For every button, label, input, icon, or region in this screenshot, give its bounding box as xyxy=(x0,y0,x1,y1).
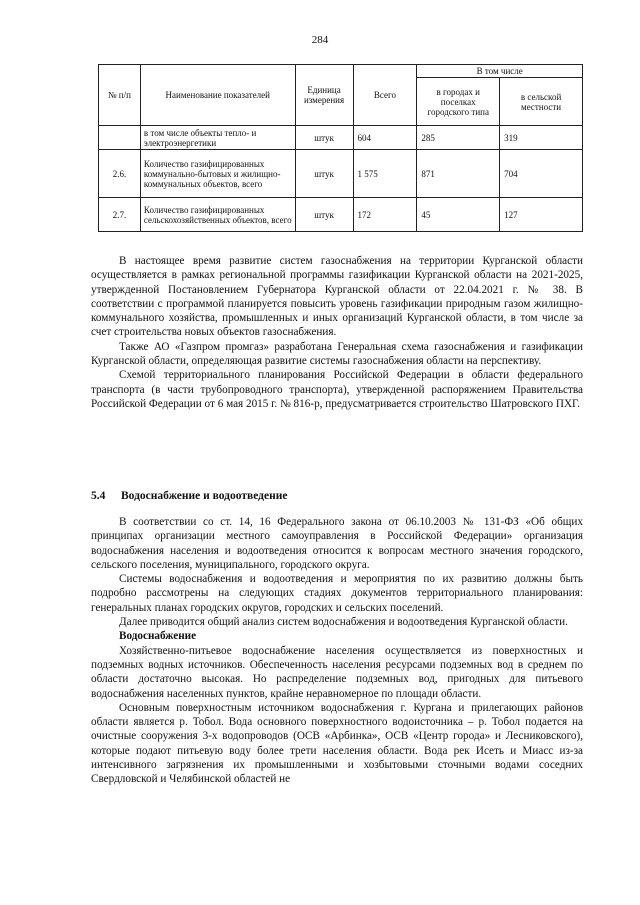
header-num: № п/п xyxy=(99,65,141,126)
paragraph: Системы водоснабжения и водоотведения и мероприятия по их развитию должны быть подробно рассмотрены на следующих стадиях документов территориального планирования: генеральных планах городских округов, городских и сельских поселений. xyxy=(91,573,583,614)
header-urban: в городах и поселках городского типа xyxy=(417,78,500,126)
section-title: Водоснабжение и водоотведение xyxy=(121,490,288,502)
header-total: Всего xyxy=(353,65,417,126)
cell-urban: 45 xyxy=(417,198,500,232)
cell-total: 604 xyxy=(353,126,417,150)
table-row xyxy=(99,150,583,198)
section-heading xyxy=(91,490,287,502)
header-rural: в сельской местности xyxy=(500,78,583,126)
header-name: Наименование показателей xyxy=(140,65,295,126)
table-row xyxy=(99,126,583,150)
cell-name: Количество газифицированных коммунально-бытовых и жилищно-коммунальных объектов, всего xyxy=(140,150,295,198)
section-number: 5.4 xyxy=(91,490,106,502)
cell-name: Количество газифицированных сельскохозяйственных объектов, всего xyxy=(140,198,295,232)
cell-urban: 285 xyxy=(417,126,500,150)
cell-rural: 319 xyxy=(500,126,583,150)
subheading: Водоснабжение xyxy=(119,630,197,643)
cell-num: 2.6. xyxy=(99,150,141,198)
cell-num xyxy=(99,126,141,150)
water-supply-text xyxy=(91,515,583,787)
cell-unit: штук xyxy=(295,198,353,232)
cell-unit: штук xyxy=(295,150,353,198)
header-unit: Единица измерения xyxy=(295,65,353,126)
header-incl: В том числе xyxy=(417,65,583,78)
paragraph: В соответствии со ст. 14, 16 Федерального закона от 06.10.2003 № 131-ФЗ «Об общих принципах организации местного самоуправления в Российской Федерации» организация водоснабжения населения и водоотведения относится к вопросам местного значения городского, сельского поселения, муниципального, городского округа. xyxy=(91,516,583,571)
paragraph: В настоящее время развитие систем газоснабжения на территории Курганской области осуществляется в рамках региональной программы газификации Курганской области на 2021-2025, утвержденной Постановлением Губернатора Курганской области от 22.04.2021 г. № 38. В соответствии с программой планируется повысить уровень газификации природным газом жилищно-коммунального хозяйства, промышленных и иных организаций Курганской области, в том числе за счет строительства новых объектов газоснабжения. xyxy=(91,255,583,339)
cell-name: в том числе объекты тепло- и электроэнергетики xyxy=(140,126,295,150)
cell-total: 172 xyxy=(353,198,417,232)
cell-num: 2.7. xyxy=(99,198,141,232)
cell-rural: 704 xyxy=(500,150,583,198)
cell-urban: 871 xyxy=(417,150,500,198)
cell-rural: 127 xyxy=(500,198,583,232)
cell-unit: штук xyxy=(295,126,353,150)
paragraph: Хозяйственно-питьевое водоснабжение населения осуществляется из поверхностных и подземных водных источников. Обеспеченность населения ресурсами подземных вод в среднем по области достаточно высокая. Но распределение подземных вод, пригодных для питьевого водоснабжения населенных пунктов, крайне неравномерное по площади области. xyxy=(91,644,583,700)
cell-total: 1 575 xyxy=(353,150,417,198)
indicators-table xyxy=(98,64,583,232)
paragraph: Далее приводится общий анализ систем водоснабжения и водоотведения Курганской области. xyxy=(119,616,568,629)
table-row xyxy=(99,198,583,232)
paragraph: Схемой территориального планирования Российской Федерации в области федерального транспорта (в части трубопроводного транспорта), утвержденной распоряжением Правительства Российской Федерации от 6 мая 2015 г. № 816-р, предусматривается строительство Шатровского ПХГ. xyxy=(91,369,583,410)
paragraph: Также АО «Газпром промгаз» разработана Генеральная схема газоснабжения и газификации Курганской области, определяющая развитие системы газоснабжения области на перспективу. xyxy=(91,340,583,368)
page-number: 284 xyxy=(311,34,329,46)
paragraph: Основным поверхностным источником водоснабжения г. Кургана и прилегающих районов области является р. Тобол. Вода основного поверхностного водоисточника – р. Тобол подается на очистные сооружения 3-х водопроводов (ОСВ «Арбинка», ОСВ «Центр города» и Лесниковского), которые подают питьевую воду более трети населения области. Вода рек Исеть и Миасс из-за интенсивного загрязнения их промышленными и хозбытовыми сточными водами соседних Свердловской и Челябинской областей не xyxy=(91,701,583,786)
gas-supply-text xyxy=(91,254,583,411)
